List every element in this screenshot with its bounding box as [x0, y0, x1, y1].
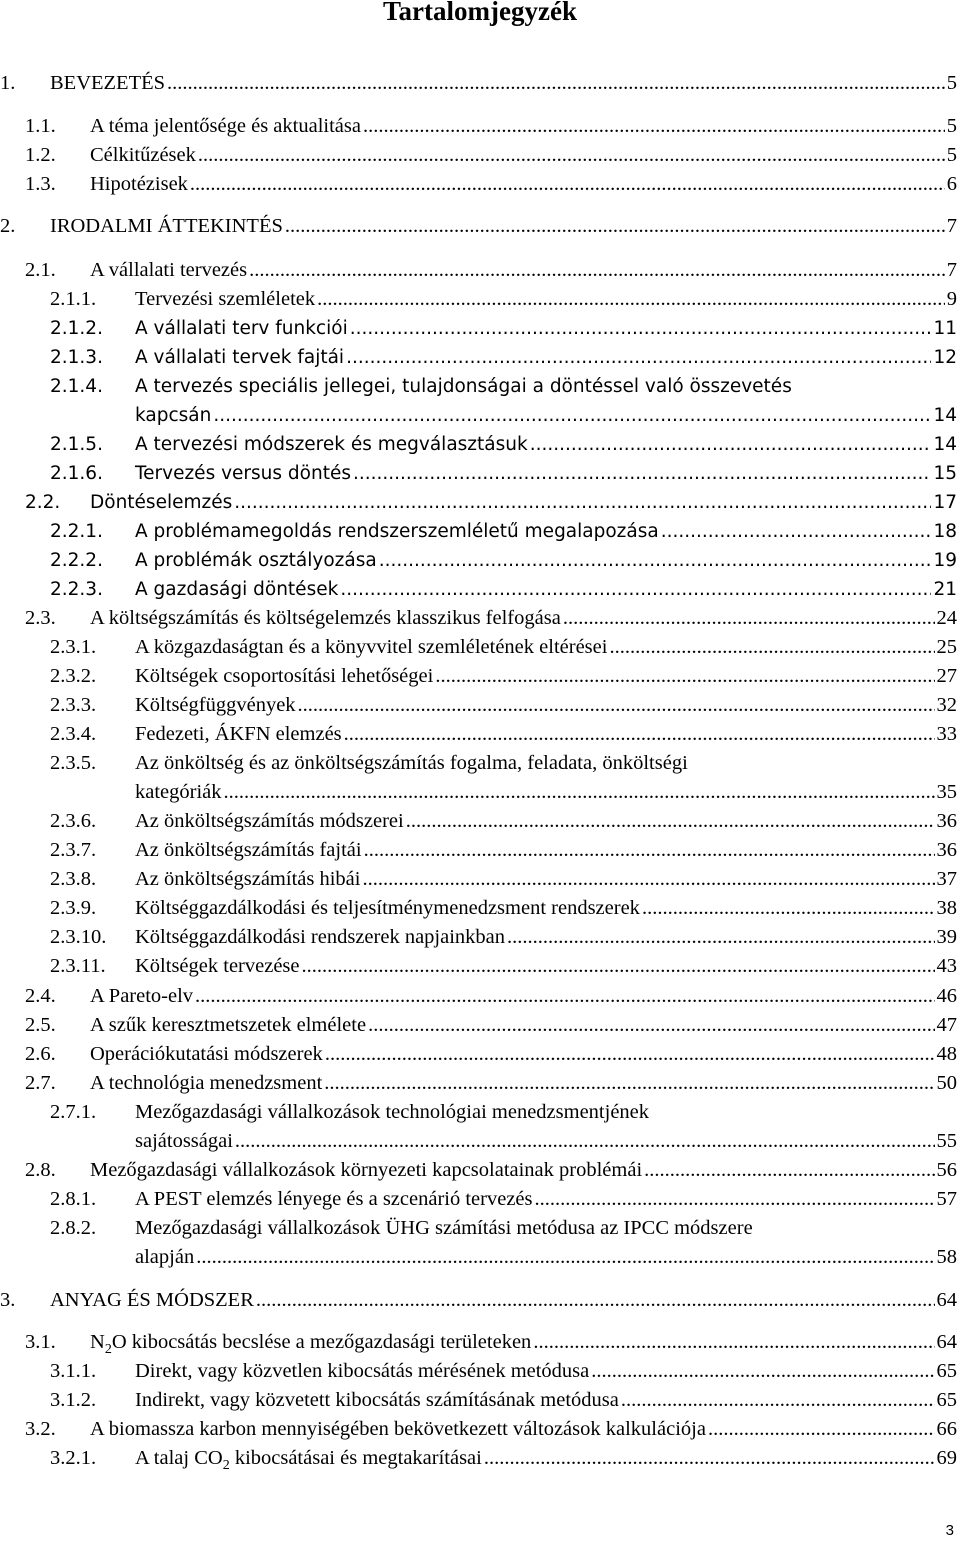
toc-entry[interactable]: [0, 141, 960, 170]
dot-leader: [317, 285, 945, 314]
toc-entry-page: 5: [946, 144, 957, 166]
toc-entry-title-text: Direkt, vagy közvetlen kibocsátás mérésének metódusa: [135, 1360, 590, 1382]
toc-entry-page: 46: [936, 985, 957, 1007]
toc-entry[interactable]: [0, 575, 960, 604]
toc-entry[interactable]: [0, 459, 960, 488]
toc-entry-title-text: A Pareto-elv: [90, 985, 194, 1007]
toc-entry[interactable]: [0, 691, 960, 720]
toc-entry-title-text: IRODALMI ÁTTEKINTÉS: [50, 215, 283, 237]
toc-entry-title: [135, 459, 351, 488]
toc-entry-title: [90, 1415, 706, 1444]
toc-entry-title: [90, 141, 196, 170]
toc-entry-title-text: A biomassza karbon mennyiségében bekövetkezett változások kalkulációja: [90, 1418, 706, 1440]
toc-entry-number: 2.1.: [25, 259, 56, 281]
toc-entry[interactable]: [0, 836, 960, 865]
toc-entry-page: 39: [936, 926, 957, 948]
toc-entry-line: [0, 1098, 960, 1127]
toc-entry-title: [135, 836, 362, 865]
dot-leader: [213, 401, 931, 430]
toc-entry-title: [135, 894, 640, 923]
toc-entry-title-text: ANYAG ÉS MÓDSZER: [50, 1289, 254, 1311]
toc-entry-page: 69: [936, 1447, 957, 1469]
toc-entry-number: 2.1.2.: [50, 318, 103, 339]
toc-entry-title-text: Költségek tervezése: [135, 955, 300, 977]
toc-entry-title-text: A költségszámítás és költségelemzés klasszikus felfogása: [90, 607, 561, 629]
dot-leader: [435, 662, 934, 691]
dot-leader: [256, 1286, 935, 1315]
toc-entry[interactable]: [0, 1185, 960, 1214]
toc-entry-page: 64: [936, 1331, 957, 1353]
dot-leader: [609, 633, 934, 662]
toc-entry[interactable]: [0, 285, 960, 314]
toc-entry-number: 1.3.: [25, 173, 56, 195]
toc-entry-title-text: Operációkutatási módszerek: [90, 1043, 323, 1065]
toc-entry-page: 55: [936, 1130, 957, 1152]
toc-entry[interactable]: [0, 517, 960, 546]
toc-entry-title-text: kibocsátásai és megtakarításai: [229, 1447, 482, 1469]
toc-entry-page: 43: [936, 955, 957, 977]
toc-entry-number: 3.1.: [25, 1331, 56, 1353]
toc-entry[interactable]: [0, 865, 960, 894]
toc-entry[interactable]: [0, 1127, 960, 1156]
toc-entry-title-text: Indirekt, vagy közvetett kibocsátás számításának metódusa: [135, 1389, 619, 1411]
toc-entry-page: 58: [936, 1246, 957, 1268]
toc-entry-title: [90, 1011, 366, 1040]
toc-entry-page: 15: [933, 463, 957, 484]
toc-entry[interactable]: [0, 546, 960, 575]
toc-entry-number: 3.2.: [25, 1418, 56, 1440]
toc-entry-title-text: A PEST elemzés lényege és a szcenárió tervezés: [135, 1188, 533, 1210]
toc-entry-title: [135, 1185, 533, 1214]
toc-entry-title-text: A vállalati tervezés: [90, 259, 248, 281]
toc-entry-title: [90, 982, 193, 1011]
toc-entry[interactable]: [0, 952, 960, 981]
dot-leader: [346, 343, 931, 372]
dot-leader: [406, 807, 935, 836]
toc-entry-title-text: A problémák osztályozása: [135, 550, 377, 571]
toc-entry[interactable]: [0, 923, 960, 952]
dot-leader: [379, 546, 932, 575]
toc-entry[interactable]: [0, 1243, 960, 1272]
toc-entry[interactable]: [0, 604, 960, 633]
dot-leader: [362, 865, 934, 894]
toc-entry-title-text: Költséggazdálkodási és teljesítménymenedzsment rendszerek: [135, 897, 640, 919]
toc-entry-number: 1.1.: [25, 115, 56, 137]
toc-entry-title: [90, 170, 188, 199]
toc-entry-number: 2.3.4.: [50, 723, 97, 745]
toc-entry[interactable]: [0, 401, 960, 430]
toc-entry-title: [135, 1386, 619, 1415]
dot-leader: [298, 691, 935, 720]
toc-entry-title: [135, 575, 338, 604]
toc-entry-number: 2.3.11.: [50, 955, 106, 977]
toc-entry-number: 2.3.3.: [50, 694, 97, 716]
toc-entry[interactable]: [0, 343, 960, 372]
toc-entry-title-text: A vállalati tervek fajtái: [135, 347, 345, 368]
toc-entry[interactable]: [0, 807, 960, 836]
toc-entry-page: 50: [936, 1072, 957, 1094]
toc-entry-page: 7: [946, 259, 957, 281]
toc-entry-page: 18: [933, 521, 957, 542]
dot-leader: [591, 1357, 934, 1386]
toc-entry-page: 65: [936, 1360, 957, 1382]
toc-entry-title-text: Az önköltségszámítás módszerei: [135, 810, 404, 832]
dot-leader: [235, 1127, 935, 1156]
toc-entry-page: 14: [933, 405, 957, 426]
toc-entry-number: 2.4.: [25, 985, 56, 1007]
toc-entry-number: 2.2.2.: [50, 550, 103, 571]
toc-entry-title: [50, 1286, 254, 1315]
toc-entry[interactable]: [0, 1386, 960, 1415]
toc-entry-title: [135, 807, 404, 836]
dot-leader: [484, 1444, 935, 1480]
dot-leader: [661, 517, 932, 546]
toc-entry[interactable]: [0, 894, 960, 923]
toc-entry-title: [90, 604, 561, 633]
toc-entry-page: 38: [936, 897, 957, 919]
toc-entry[interactable]: [0, 430, 960, 459]
toc-entry-number: 2.3.9.: [50, 897, 97, 919]
toc-entry-title-text: BEVEZETÉS: [50, 72, 166, 94]
toc-entry-title: [90, 488, 232, 517]
toc-entry-number: 2.3.6.: [50, 810, 97, 832]
toc-entry-number: 2.5.: [25, 1014, 56, 1036]
toc-entry-number: 2.7.: [25, 1072, 56, 1094]
toc-entry-number: 2.8.1.: [50, 1188, 97, 1210]
toc-entry-title: [135, 720, 342, 749]
toc-entry-title-text: O kibocsátás becslése a mezőgazdasági területeken: [111, 1331, 532, 1353]
toc-entry-page: 5: [946, 72, 957, 94]
toc-entry-number: 1.2.: [25, 144, 56, 166]
toc-entry-title: [135, 546, 377, 575]
toc-entry-title: [135, 691, 296, 720]
toc-entry[interactable]: [0, 720, 960, 749]
dot-leader: [302, 952, 935, 981]
toc-entry-title-text: Döntéselemzés: [90, 492, 233, 513]
toc-entry-page: 5: [946, 115, 957, 137]
toc-entry-title-text: A problémamegoldás rendszerszemléletű megalapozása: [135, 521, 659, 542]
toc-entry-title-line1: Mezőgazdasági vállalkozások technológiai menedzsmentjének: [135, 1101, 650, 1123]
toc-entry-title: [135, 1444, 482, 1480]
dot-leader: [344, 720, 935, 749]
toc-entry-title-text: A tervezési módszerek és megválasztásuk: [135, 434, 528, 455]
toc-entry-number: 3.: [0, 1289, 16, 1311]
toc-entry-page: 33: [936, 723, 957, 745]
toc-entry-title-text: A téma jelentősége és aktualitása: [90, 115, 361, 137]
toc-entry[interactable]: [0, 1415, 960, 1444]
toc-entry[interactable]: [0, 1040, 960, 1069]
toc-entry-number: 2.2.3.: [50, 579, 103, 600]
toc-entry-number: 2.1.6.: [50, 463, 103, 484]
toc-entry[interactable]: [0, 256, 960, 285]
toc-entry-title-text: kategóriák: [135, 781, 222, 803]
toc-entry-page: 37: [936, 868, 957, 890]
toc-entry[interactable]: [0, 778, 960, 807]
toc-entry-title-text: Fedezeti, ÁKFN elemzés: [135, 723, 342, 745]
toc-entry-title-subscript: 2: [104, 1342, 112, 1358]
toc-entry-title: [135, 343, 344, 372]
toc-entry-title-text: Mezőgazdasági vállalkozások környezeti kapcsolatainak problémái: [90, 1159, 643, 1181]
toc-entry-line: [0, 1214, 960, 1243]
toc-entry-number: 2.3.7.: [50, 839, 97, 861]
dot-leader: [708, 1415, 935, 1444]
page-title: Tartalomjegyzék: [383, 0, 577, 26]
toc-entry-title-text: A vállalati terv funkciói: [135, 318, 348, 339]
toc-entry-number: 2.3.5.: [50, 752, 97, 774]
toc-entry-number: 2.3.1.: [50, 636, 97, 658]
toc-entry-page: 56: [936, 1159, 957, 1181]
toc-entry-title-text: sajátosságai: [135, 1130, 233, 1152]
toc-entry[interactable]: [0, 1357, 960, 1386]
dot-leader: [507, 923, 934, 952]
toc-entry-title-text: A közgazdaságtan és a könyvvitel szemléletének eltérései: [135, 636, 608, 658]
dot-leader: [364, 836, 935, 865]
dot-leader: [353, 459, 931, 488]
toc-entry-title-line1: Az önköltség és az önköltségszámítás fogalma, feladata, önköltségi: [135, 752, 688, 774]
toc-entry-number: 3.1.1.: [50, 1360, 97, 1382]
toc-entry-page: 21: [933, 579, 957, 600]
dot-leader: [167, 69, 945, 98]
toc-entry-title: [135, 865, 360, 894]
toc-entry-title-text: Az önköltségszámítás hibái: [135, 868, 361, 890]
toc-entry-title-text: Tervezési szemléletek: [135, 288, 316, 310]
toc-entry-number: 2.3.8.: [50, 868, 97, 890]
toc-entry-title: [135, 285, 315, 314]
toc-entry-title: [135, 1357, 589, 1386]
page-number: 3: [945, 1522, 954, 1539]
toc-entry[interactable]: [0, 170, 960, 199]
dot-leader: [340, 575, 931, 604]
toc-entry-title-text: kapcsán: [135, 405, 212, 426]
toc-entry-page: 65: [936, 1389, 957, 1411]
dot-leader: [530, 430, 932, 459]
toc-entry-title-line1: Mezőgazdasági vállalkozások ÜHG számítási metódusa az IPCC módszere: [135, 1217, 753, 1239]
dot-leader: [195, 982, 934, 1011]
toc-entry-number: 2.3.: [25, 607, 56, 629]
toc-entry-number: 2.7.1.: [50, 1101, 97, 1123]
toc-entry-title: [90, 1069, 322, 1098]
toc-entry-page: 36: [936, 810, 957, 832]
toc-entry[interactable]: [0, 662, 960, 691]
toc-entry-title-line1: A tervezés speciális jellegei, tulajdonságai a döntéssel való összevetés: [135, 376, 792, 397]
toc-entry-page: 9: [946, 288, 957, 310]
toc-entry[interactable]: [0, 314, 960, 343]
toc-entry-title-text: Költségfüggvények: [135, 694, 296, 716]
toc-entry-number: 2.2.1.: [50, 521, 103, 542]
dot-leader: [324, 1069, 934, 1098]
toc-entry-title: [135, 430, 528, 459]
toc-entry-title: [135, 633, 607, 662]
toc-entry-title-text: Hipotézisek: [90, 173, 188, 195]
toc-entry[interactable]: [0, 982, 960, 1011]
toc-entry-page: 14: [933, 434, 957, 455]
toc-entry-number: 2.3.2.: [50, 665, 97, 687]
toc-entry-page: 32: [936, 694, 957, 716]
toc-entry-page: 17: [933, 492, 957, 513]
toc-entry-page: 35: [936, 781, 957, 803]
toc-entry-title-text: Tervezés versus döntés: [135, 463, 351, 484]
dot-leader: [350, 314, 932, 343]
toc-entry-page: 6: [946, 173, 957, 195]
toc-entry-title: [50, 69, 165, 98]
toc-entry-title: [90, 1156, 642, 1185]
toc-entry-page: 27: [936, 665, 957, 687]
toc-entry[interactable]: [0, 1156, 960, 1185]
toc-entry-title-prefix: N: [90, 1331, 105, 1353]
toc-entry-number: 2.1.5.: [50, 434, 103, 455]
toc-entry[interactable]: [0, 1286, 960, 1315]
dot-leader: [325, 1040, 935, 1069]
dot-leader: [190, 170, 945, 199]
toc-entry-title: [135, 1243, 194, 1272]
toc-entry-title: [135, 662, 433, 691]
toc-entry-number: 2.: [0, 215, 16, 237]
toc-entry[interactable]: [0, 1444, 960, 1473]
toc-entry-number: 2.8.2.: [50, 1217, 97, 1239]
dot-leader: [621, 1386, 935, 1415]
toc-entry-page: 7: [946, 215, 957, 237]
toc-entry-title: [135, 401, 211, 430]
dot-leader: [363, 112, 945, 141]
toc-entry-page: 19: [933, 550, 957, 571]
toc-entry-number: 3.2.1.: [50, 1447, 97, 1469]
toc-entry-title-text: Költségek csoportosítási lehetőségei: [135, 665, 434, 687]
toc-entry[interactable]: [0, 1328, 960, 1357]
toc-entry-page: 24: [936, 607, 957, 629]
dot-leader: [644, 1156, 934, 1185]
toc-entry-title: [135, 923, 505, 952]
dot-leader: [234, 488, 931, 517]
toc-entry-number: 1.: [0, 72, 16, 94]
toc-entry-title: [135, 952, 300, 981]
toc-entry[interactable]: [0, 488, 960, 517]
toc-entry-page: 57: [936, 1188, 957, 1210]
toc-entry-number: 2.8.: [25, 1159, 56, 1181]
toc-entry-title: [135, 1127, 233, 1156]
toc-entry-title-text: Az önköltségszámítás fajtái: [135, 839, 362, 861]
toc-entry-title: [90, 112, 361, 141]
dot-leader: [563, 604, 935, 633]
toc-entry-title-text: A gazdasági döntések: [135, 579, 339, 600]
toc-entry-page: 48: [936, 1043, 957, 1065]
toc-entry[interactable]: [0, 112, 960, 141]
toc-entry-title: [135, 778, 222, 807]
dot-leader: [368, 1011, 934, 1040]
toc-entry-page: 12: [933, 347, 957, 368]
toc-entry-page: 25: [936, 636, 957, 658]
toc-entry-number: 2.2.: [25, 492, 61, 513]
toc-entry-title: [50, 212, 283, 241]
toc-entry[interactable]: [0, 1011, 960, 1040]
dot-leader: [285, 212, 945, 241]
toc-entry-title-text: A szűk keresztmetszetek elmélete: [90, 1014, 367, 1036]
toc-entry-page: 36: [936, 839, 957, 861]
toc-entry-line: [0, 372, 960, 401]
toc-entry[interactable]: [0, 212, 960, 241]
dot-leader: [249, 256, 945, 285]
toc-entry-title-text: Célkitűzések: [90, 144, 196, 166]
toc-entry-number: 2.6.: [25, 1043, 56, 1065]
toc-entry-number: 2.3.10.: [50, 926, 107, 948]
dot-leader: [196, 1243, 934, 1272]
toc-entry-number: 2.1.3.: [50, 347, 103, 368]
toc-entry-page: 11: [933, 318, 957, 339]
toc-entry-number: 2.1.1.: [50, 288, 97, 310]
toc-entry[interactable]: [0, 633, 960, 662]
toc-entry[interactable]: [0, 1069, 960, 1098]
toc-entry-title: [90, 256, 247, 285]
toc-entry-line: [0, 749, 960, 778]
toc-entry-title-subscript: 2: [222, 1458, 230, 1474]
toc-entry-title-prefix: A talaj CO: [135, 1447, 223, 1469]
toc-entry[interactable]: [0, 69, 960, 98]
dot-leader: [535, 1185, 935, 1214]
toc-entry-title-text: alapján: [135, 1246, 195, 1268]
toc-entry-title-text: A technológia menedzsment: [90, 1072, 323, 1094]
toc-entry-title: [135, 314, 348, 343]
dot-leader: [642, 894, 935, 923]
toc-entry-number: 2.1.4.: [50, 376, 103, 397]
toc-entry-page: 47: [936, 1014, 957, 1036]
toc-entry-title: [135, 517, 659, 546]
toc-entry-title-text: Költséggazdálkodási rendszerek napjainkban: [135, 926, 506, 948]
toc-entry-number: 3.1.2.: [50, 1389, 97, 1411]
dot-leader: [198, 141, 945, 170]
dot-leader: [224, 778, 935, 807]
toc-entry-page: 64: [936, 1289, 957, 1311]
toc-entry-page: 66: [936, 1418, 957, 1440]
toc-entry-title: [90, 1040, 323, 1069]
